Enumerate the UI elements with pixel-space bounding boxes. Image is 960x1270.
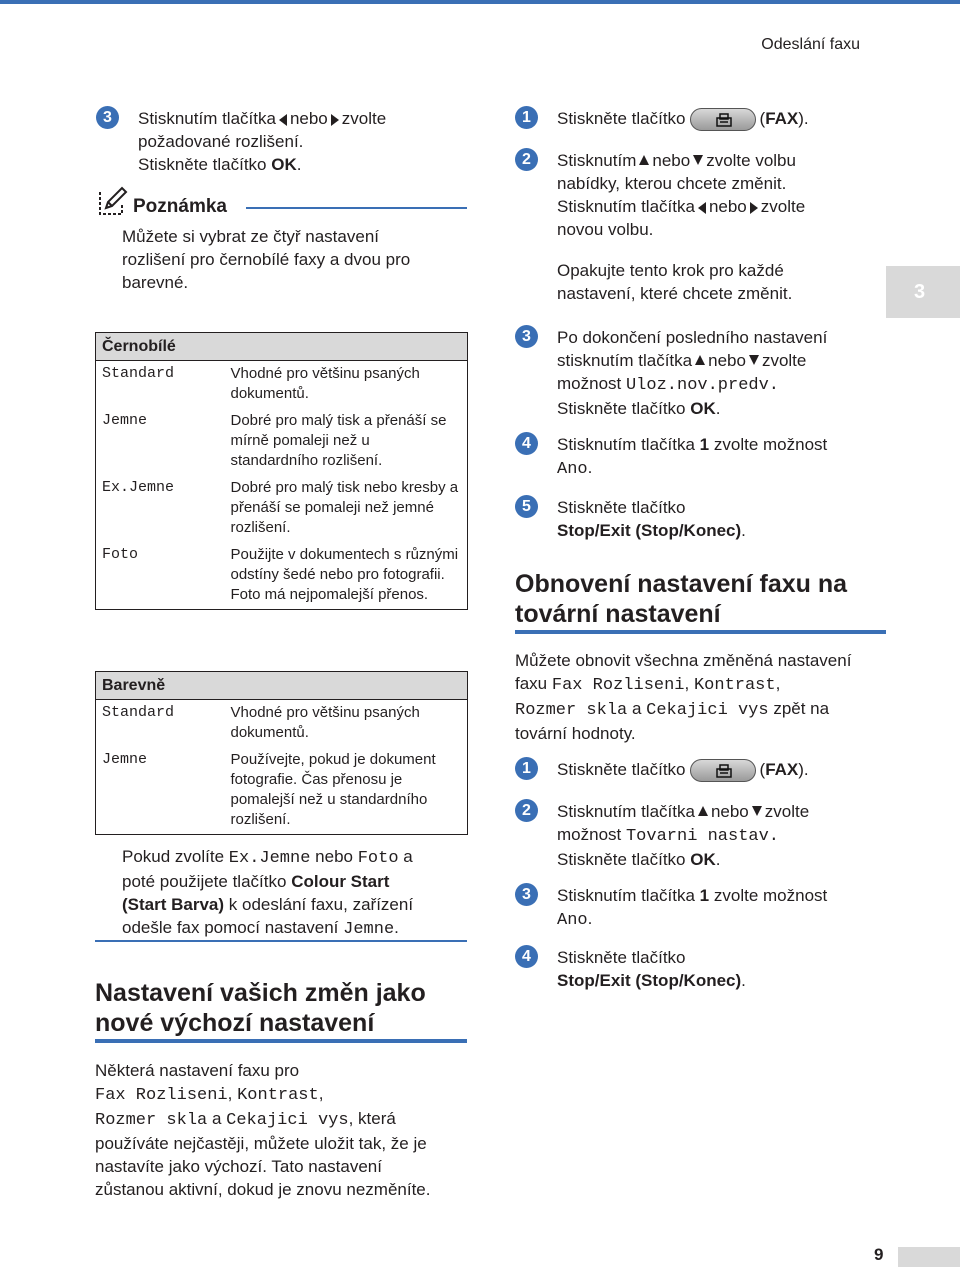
step-text [557,758,887,782]
text: Stiskněte tlačítko [557,498,686,517]
key-label: Stop/Exit (Stop/Konec) [557,971,742,990]
text: Pokud zvolíte [122,847,225,866]
setting-key: Standard [102,704,175,721]
text: ). [798,109,809,128]
page-number: 9 [874,1245,884,1264]
text: zvolte [341,109,387,128]
ok-key-label: OK [690,399,716,418]
text: a [211,1109,222,1128]
text: , [318,1084,324,1103]
text: ( [759,760,766,779]
step-number-circle: 2 [515,799,538,822]
mono-text: Uloz.nov.predv. [625,376,780,395]
note-continuation [122,845,472,941]
setting-desc: Používejte, pokud je dokument fotografie. Čas přenosu je pomalejší než u standardního rozlišení. [230,751,436,828]
table-header: Barevně [96,672,468,700]
text: poté použijete tlačítko [122,872,287,891]
key-label: Stop/Exit (Stop/Konec) [557,521,742,540]
up-arrow-icon [639,155,649,165]
bw-resolution-table [95,332,468,610]
text: Stiskněte tlačítko [557,948,686,967]
text: . [715,850,721,869]
setting-desc: Použijte v dokumentech s různými odstíny šedé nebo pro fotografii. Foto má nejpomalejší přenos. [230,546,459,603]
text: rozlišení pro černobílé faxy a dvou pro [122,250,411,269]
text: nebo [652,151,691,170]
section-rule [515,630,886,634]
setting-key: Jemne [102,751,148,768]
table-row [96,475,468,542]
text: zpět na [773,699,830,718]
mono-text: Ano [557,460,588,479]
up-arrow-icon [698,806,708,816]
text: nabídky, kterou chcete změnit. [557,174,787,193]
right-arrow-icon [331,114,339,126]
section-rule [95,1039,467,1043]
step-text [557,946,887,992]
text: nebo [315,847,353,866]
setting-desc: Vhodné pro většinu psaných dokumentů. [230,704,420,741]
text: ). [798,760,809,779]
text: zůstanou aktivní, dokud je znovu nezměníte. [95,1180,431,1199]
text: zvolte [760,197,806,216]
mono-text: Ano [557,911,588,930]
setting-key: Jemne [102,412,148,429]
fax-icon [716,113,732,127]
key-label: (Start Barva) [122,895,225,914]
text: ( [759,109,766,128]
text: Stisknutím tlačítka [138,109,276,128]
step-number-circle: 1 [515,106,538,129]
step-number-circle: 3 [515,883,538,906]
text: Stisknutím [557,151,637,170]
text: zvolte volbu [706,151,796,170]
setting-desc: Vhodné pro většinu psaných dokumentů. [230,365,420,402]
text: používáte nejčastěji, můžete uložit tak, že je [95,1134,427,1153]
mono-text: Foto [357,849,399,868]
step-text [138,107,478,176]
step-text [557,149,887,305]
text: . [587,909,593,928]
text: Stisknutím tlačítka [557,802,695,821]
text: požadované rozlišení. [138,132,304,151]
text: Některá nastavení faxu pro [95,1061,300,1080]
key-label: Colour Start [291,872,390,891]
step-text [557,326,887,420]
chapter-tab [886,266,960,318]
setting-key: Foto [102,546,139,563]
fax-icon [716,764,732,778]
text: tovární hodnoty. [515,724,636,743]
text: Opakujte tento krok pro každé [557,261,784,280]
setting-desc: Dobré pro malý tisk nebo kresby a přenáší se pomaleji než jemné rozlišení. [230,479,459,536]
table-row [96,700,468,748]
text: . [741,971,746,990]
table-row [96,747,468,835]
step-text [557,496,887,542]
left-arrow-icon [698,202,706,214]
text: zvolte [761,351,807,370]
mono-text: Fax Rozliseni [551,676,685,695]
text: zvolte možnost [713,886,828,905]
step-number-circle: 4 [515,945,538,968]
text: nastavení, které chcete změnit. [557,284,793,303]
right-arrow-icon [750,202,758,214]
text: možnost [557,825,622,844]
text: nebo [710,802,749,821]
section-body [515,649,895,745]
text: nebo [708,197,747,216]
mono-text: Tovarni nastav. [625,827,780,846]
mono-text: Ex.Jemne [228,849,311,868]
text: a [631,699,642,718]
step-number-circle: 1 [515,757,538,780]
mono-text: Rozmer skla [95,1111,208,1130]
mono-text: Cekajici vys [646,701,769,720]
setting-key: Ex.Jemne [102,479,175,496]
text: nebo [708,351,746,370]
text: . [296,155,302,174]
text: nebo [289,109,328,128]
text: zvolte možnost [713,435,828,454]
down-arrow-icon [752,806,762,816]
section-title [95,978,475,1038]
pencil-note-icon [96,186,128,218]
text: stisknutím tlačítka [557,351,693,370]
chapter-number: 3 [914,281,926,303]
step-text [557,884,887,932]
setting-desc: Dobré pro malý tisk a přenáší se mírně pomaleji než u standardního rozlišení. [230,412,447,469]
mono-text: Fax Rozliseni [95,1086,228,1105]
down-arrow-icon [749,355,759,365]
text: faxu [515,674,548,693]
text: Můžete si vybrat ze čtyř nastavení [122,227,379,246]
text: Stiskněte tlačítko [557,760,686,779]
text: nové výchozí nastavení [95,1009,375,1037]
ok-key-label: OK [690,850,716,869]
text: Stisknutím tlačítka [557,435,695,454]
text: Stisknutím tlačítka [557,197,695,216]
text: Nastavení vašich změn jako [95,979,426,1007]
mono-text: Kontrast [693,676,776,695]
ok-key-label: OK [271,155,297,174]
mono-text: Jemne [343,920,395,939]
fax-button[interactable] [690,108,756,131]
text: Obnovení nastavení faxu na [515,570,848,598]
text: tovární nastavení [515,600,721,628]
key-label: FAX [765,109,799,128]
up-arrow-icon [695,355,705,365]
step-text [557,107,887,131]
step-text [557,433,887,481]
table-header: Černobílé [96,333,468,361]
mono-text: Kontrast [237,1086,319,1105]
note-body [122,225,472,294]
text: . [587,458,593,477]
text: Můžete obnovit všechna změněná nastavení [515,651,852,670]
mono-text: Cekajici vys [226,1111,349,1130]
text: , [684,674,690,693]
text: Po dokončení posledního nastavení [557,328,828,347]
table-row [96,542,468,610]
down-arrow-icon [693,155,703,165]
step-number-circle: 3 [515,325,538,348]
page-number-bar [898,1247,960,1267]
text: barevné. [122,273,189,292]
text: . [394,918,399,937]
text: možnost [557,374,622,393]
text: . [741,521,746,540]
section-body [95,1059,475,1201]
text: novou volbu. [557,220,654,239]
table-row [96,361,468,409]
text: zvolte [764,802,810,821]
text: Stiskněte tlačítko [557,399,686,418]
text: Stisknutím tlačítka [557,886,695,905]
note-rule [246,207,467,209]
text: , [227,1084,233,1103]
text: k odeslání faxu, zařízení [228,895,414,914]
text: , která [348,1109,396,1128]
key-label: 1 [699,886,710,905]
note-end-rule [95,940,467,942]
text: Stiskněte tlačítko [557,109,686,128]
text: Stiskněte tlačítko [557,850,686,869]
top-rule [0,0,960,4]
text: odešle fax pomocí nastavení [122,918,339,937]
section-title [515,569,895,629]
mono-text: Rozmer skla [515,701,628,720]
step-number-circle: 2 [515,148,538,171]
step-number-circle: 3 [96,106,119,129]
step-text [557,800,887,871]
table-row [96,408,468,475]
text: a [403,847,413,866]
step-number-circle: 5 [515,495,538,518]
text: nastavíte jako výchozí. Tato nastavení [95,1157,382,1176]
note-title: Poznámka [133,196,227,217]
text: . [715,399,721,418]
text: Stiskněte tlačítko [138,155,267,174]
text: , [775,674,781,693]
color-resolution-table [95,671,468,835]
fax-button[interactable] [690,759,756,782]
key-label: FAX [765,760,799,779]
left-arrow-icon [279,114,287,126]
step-number-circle: 4 [515,432,538,455]
page-header-title: Odeslání faxu [761,36,860,53]
setting-key: Standard [102,365,175,382]
key-label: 1 [699,435,710,454]
